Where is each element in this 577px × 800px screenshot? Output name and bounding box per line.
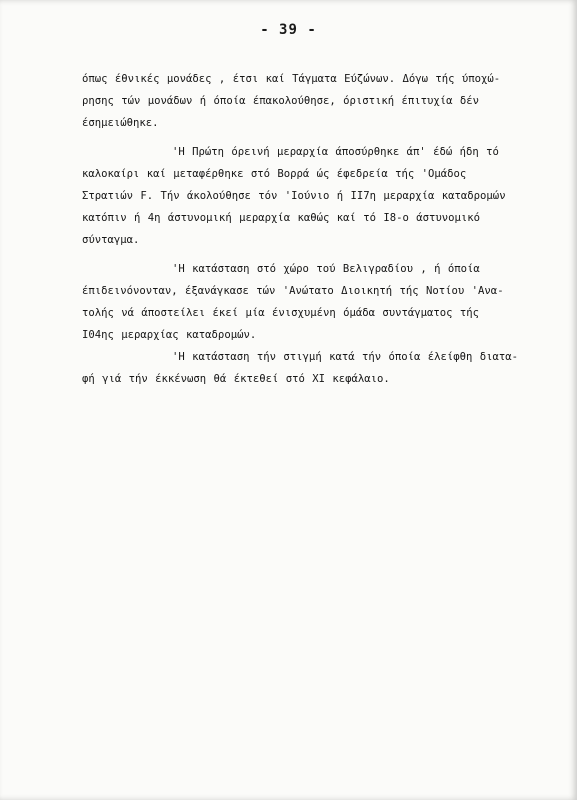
paragraph-1: [82, 68, 552, 135]
paragraph-2: [82, 141, 552, 252]
paragraph-4: [82, 346, 552, 390]
text-line: 'Η Πρώτη όρεινή μεραρχία άποσύρθηκε άπ' έδώ ήδη τό: [172, 145, 499, 158]
text-line: ρησης τών μονάδων ή όποία έπακολούθησε, όριστική έπιτυχία δέν: [82, 95, 480, 108]
text-line: τολής νά άποστείλει έκεί μία ένισχυμένη όμάδα συντάγματος τής: [82, 306, 480, 319]
paragraph-3: [82, 258, 552, 347]
text-line: έσημειώθηκε.: [82, 117, 159, 130]
text-line: σύνταγμα.: [82, 234, 140, 247]
text-line: όπως έθνικές μονάδες , έτσι καί Τάγματα Εύζώνων. Δόγω τής ύποχώ-: [82, 73, 501, 85]
page-number: - 39 -: [260, 22, 317, 38]
body-text: [82, 68, 552, 391]
text-line: έπιδεινόνονταν, έξανάγκασε τών 'Ανώτατο Διοικητή τής Νοτίου 'Ανα-: [82, 284, 504, 297]
text-line: καλοκαίρι καί μεταφέρθηκε στό Βορρά ώς έφεδρεία τής 'Ομάδος: [82, 167, 467, 180]
text-line: Στρατιών F. Τήν άκολούθησε τόν 'Ιούνιο ή II7η μεραρχία καταδρομών: [82, 189, 506, 202]
text-line: 'Η κατάσταση στό χώρο τού Βελιγραδίου , ή όποία: [172, 262, 480, 275]
text-line: κατόπιν ή 4η άστυνομική μεραρχία καθώς καί τό I8-ο άστυνομικό: [82, 212, 481, 225]
text-line: φή γιά τήν έκκένωση θά έκτεθεί στό XI κεφάλαιο.: [82, 373, 390, 386]
text-line: 'Η κατάσταση τήν στιγμή κατά τήν όποία έλείφθη διατα-: [172, 351, 519, 364]
text-line: I04ης μεραρχίας καταδρομών.: [82, 329, 257, 342]
